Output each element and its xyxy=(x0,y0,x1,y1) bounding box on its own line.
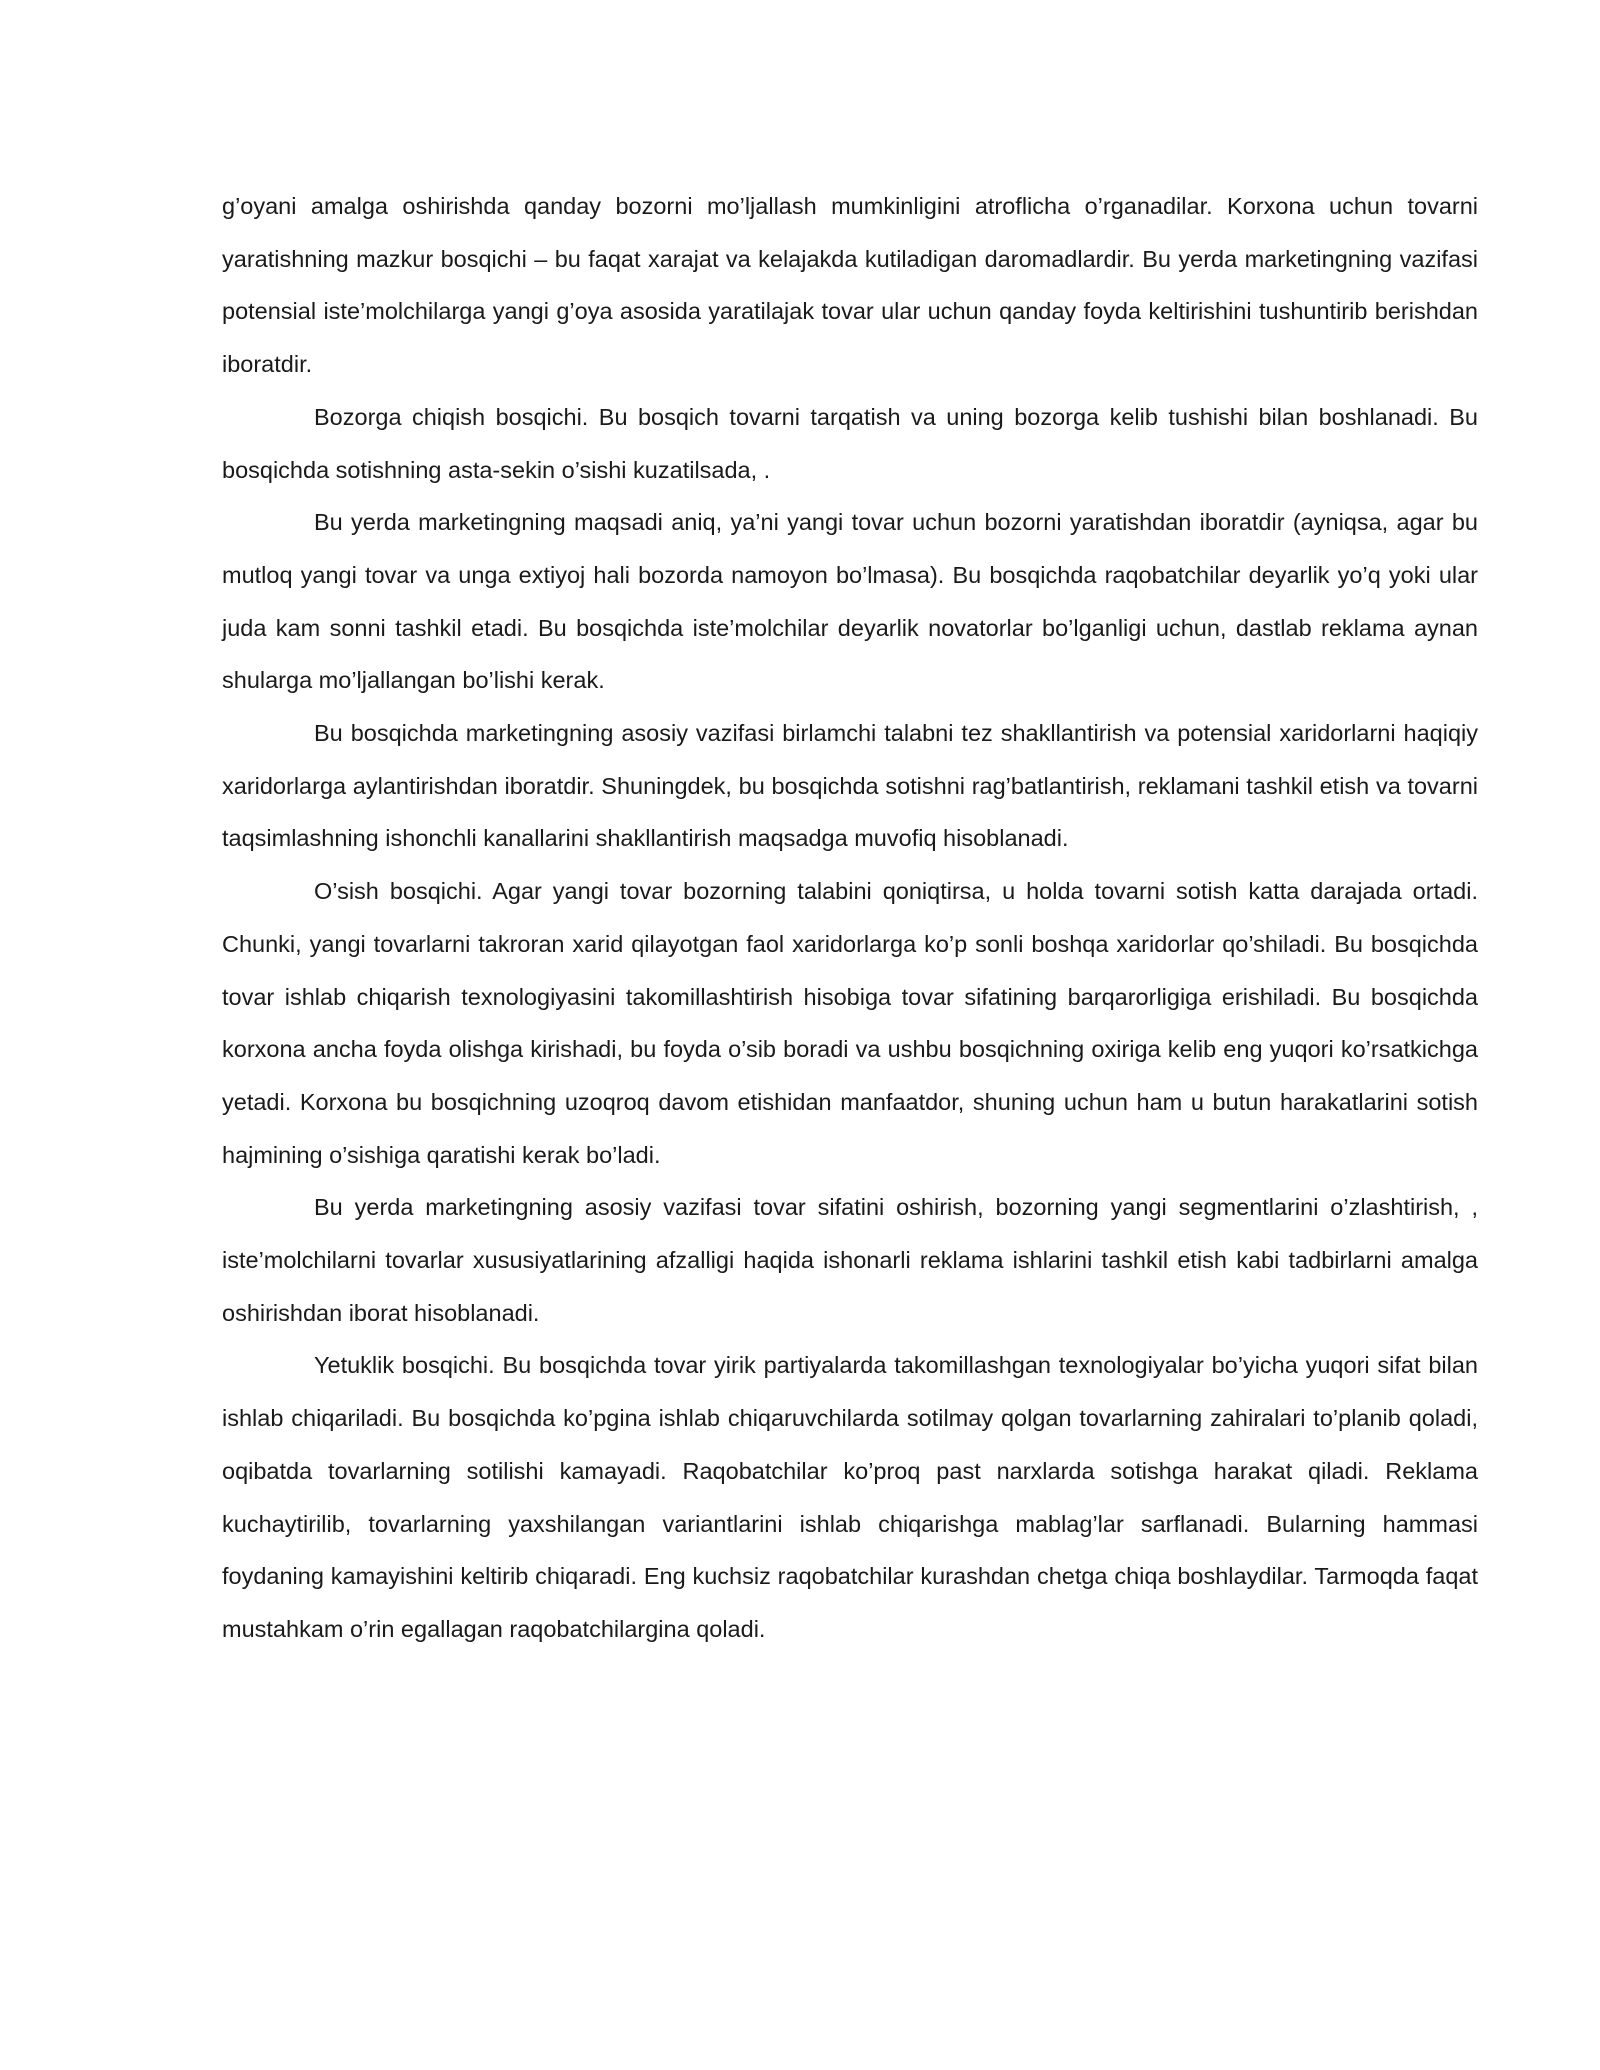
paragraph-marketing-goal: Bu yerda marketingning maqsadi aniq, ya’ni yangi tovar uchun bozorni yaratishdan iboratdir (ayniqsa, agar bu mutloq yangi tovar va unga extiyoj hali bozorda namoyon bo’lmasa). Bu bosqichda raqobatchilar deyarlik yo’q yoki ular juda kam sonni tashkil etadi. Bu bosqichda iste’molchilar deyarlik novatorlar bo’lganligi uchun, dastlab reklama aynan shularga mo’ljallangan bo’lishi kerak. xyxy=(222,509,1478,694)
paragraph-marketing-task: Bu bosqichda marketingning asosiy vazifasi birlamchi talabni tez shakllantirish va potensial xaridorlarni haqiqiy xaridorlarga aylantirishdan iboratdir. Shuningdek, bu bosqichda sotishni rag’batlantirish, reklamani tashkil etish va tovarni taqsimlashning ishonchli kanallarini shakllantirish maqsadga muvofiq hisoblanadi. xyxy=(222,720,1478,852)
document-body xyxy=(222,180,1478,1656)
paragraph-growth-marketing-task: Bu yerda marketingning asosiy vazifasi tovar sifatini oshirish, bozorning yangi segmentlarini o’zlashtirish, , iste’molchilarni tovarlar xususiyatlarining afzalligi haqida ishonarli reklama ishlarini tashkil etish kabi tadbirlarni amalga oshirishdan iborat hisoblanadi. xyxy=(222,1194,1478,1326)
paragraph-maturity-stage: Yetuklik bosqichi. Bu bosqichda tovar yirik partiyalarda takomillashgan texnologiyalar bo’yicha yuqori sifat bilan ishlab chiqariladi. Bu bosqichda ko’pgina ishlab chiqaruvchilarda sotilmay qolgan tovarlarning zahiralari to’planib qoladi, oqibatda tovarlarning sotilishi kamayadi. Raqobatchilar ko’proq past narxlarda sotishga harakat qiladi. Reklama kuchaytirilib, tovarlarning yaxshilangan variantlarini ishlab chiqarishga mablag’lar sarflanadi. Bularning hammasi foydaning kamayishini keltirib chiqaradi. Eng kuchsiz raqobatchilar kurashdan chetga chiqa boshlaydilar. Tarmoqda faqat mustahkam o’rin egallagan raqobatchilargina qoladi. xyxy=(222,1352,1478,1642)
paragraph-growth-stage: O’sish bosqichi. Agar yangi tovar bozorning talabini qoniqtirsa, u holda tovarni sotish katta darajada ortadi. Chunki, yangi tovarlarni takroran xarid qilayotgan faol xaridorlarga ko’p sonli boshqa xaridorlar qo’shiladi. Bu bosqichda tovar ishlab chiqarish texnologiyasini takomillashtirish hisobiga tovar sifatining barqarorligiga erishiladi. Bu bosqichda korxona ancha foyda olishga kirishadi, bu foyda o’sib boradi va ushbu bosqichning oxiriga kelib eng yuqori ko’rsatkichga yetadi. Korxona bu bosqichning uzoqroq davom etishidan manfaatdor, shuning uchun ham u butun harakatlarini sotish hajmining o’sishiga qaratishi kerak bo’ladi. xyxy=(222,878,1478,1168)
paragraph-market-entry-stage: Bozorga chiqish bosqichi. Bu bosqich tovarni tarqatish va uning bozorga kelib tushishi bilan boshlanadi. Bu bosqichda sotishning asta-sekin o’sishi kuzatilsada, . xyxy=(222,403,1478,483)
paragraph-continuation: g’oyani amalga oshirishda qanday bozorni mo’ljallash mumkinligini atroflicha o’rganadilar. Korxona uchun tovarni yaratishning mazkur bosqichi – bu faqat xarajat va kelajakda kutiladigan daromadlardir. Bu yerda marketingning vazifasi potensial iste’molchilarga yangi g’oya asosida yaratilajak tovar ular uchun qanday foyda keltirishini tushuntirib berishdan iboratdir. xyxy=(222,193,1478,378)
